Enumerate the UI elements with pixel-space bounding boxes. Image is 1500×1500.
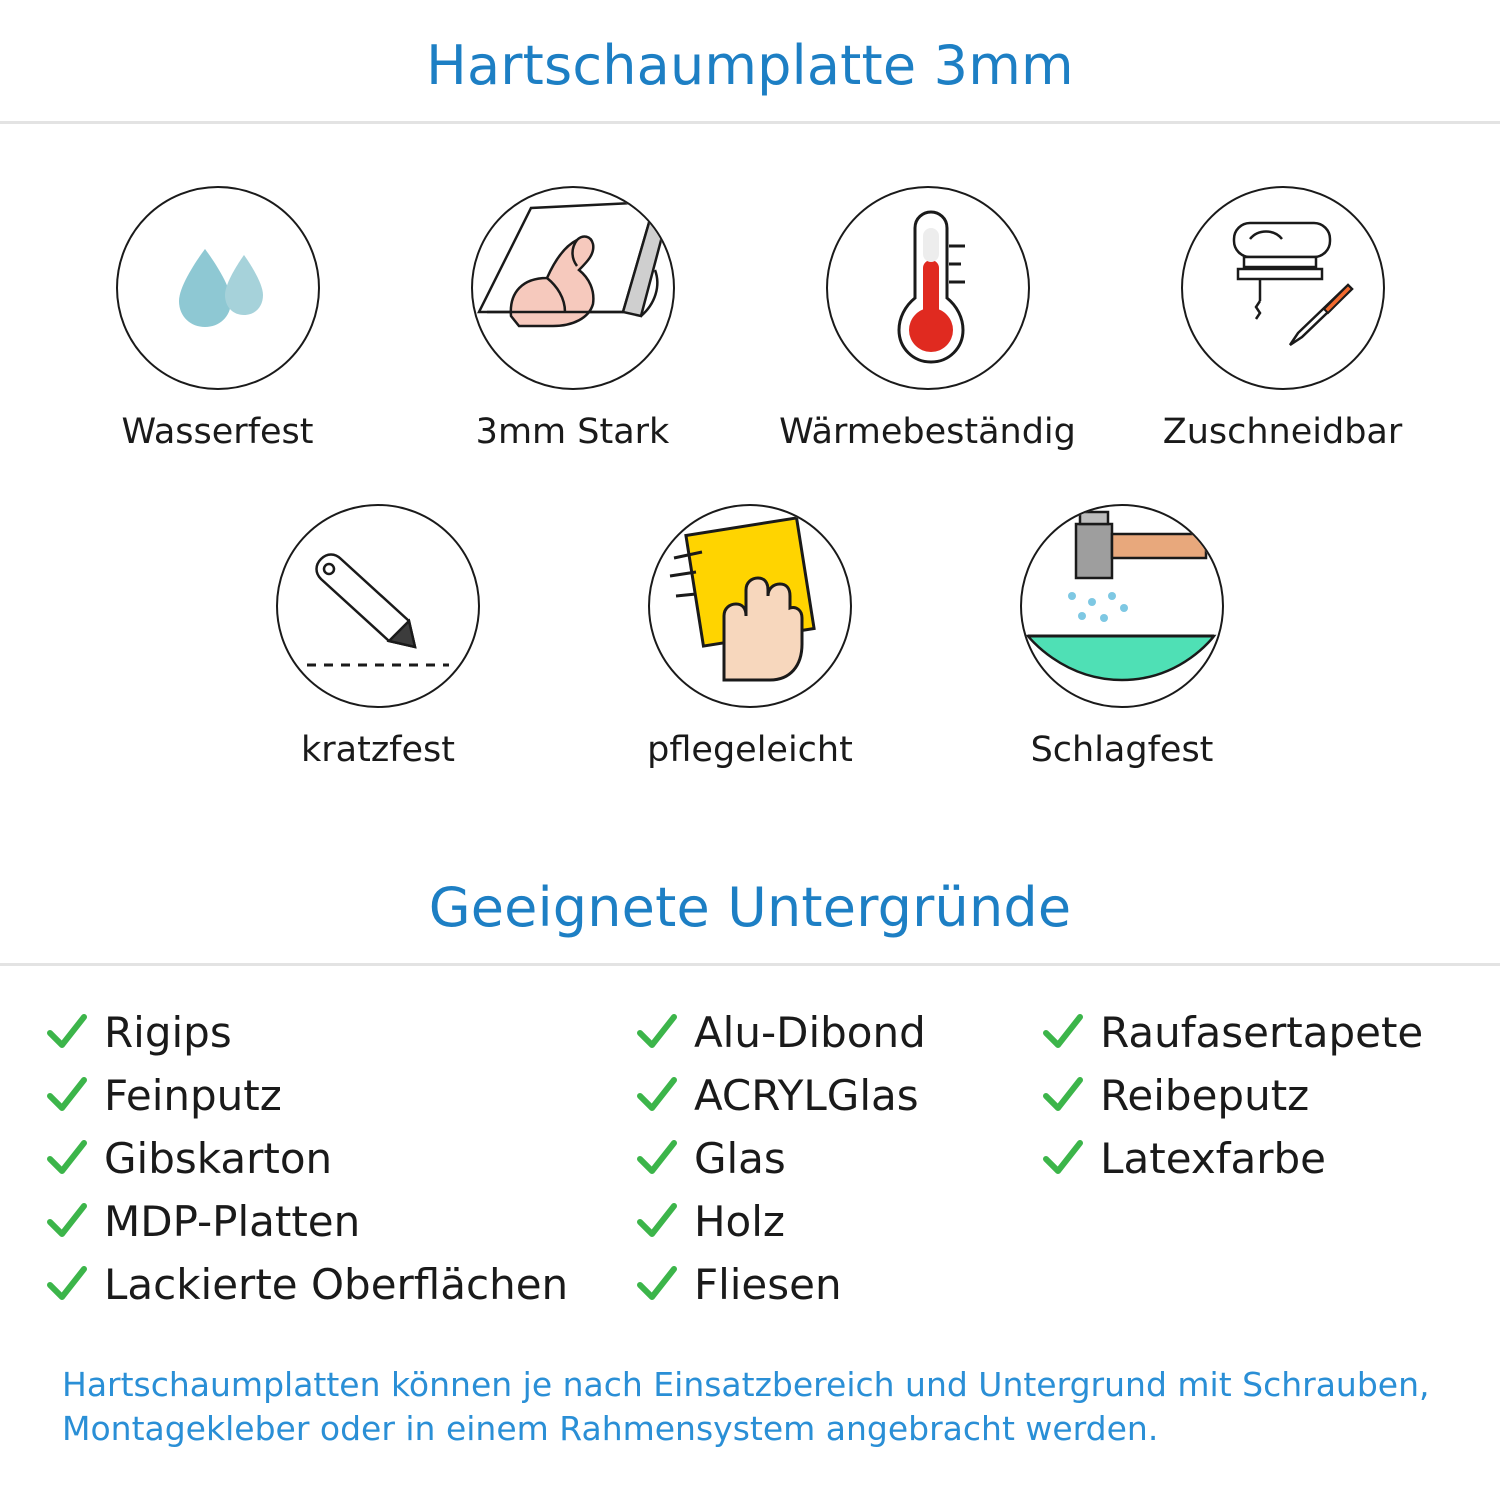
feature-icon-circle [1181,186,1385,390]
feature-row-1 [0,186,1500,452]
feature-pflegeleicht [564,504,936,770]
list-item [1040,1004,1456,1060]
list-item-label: Glas [693,1133,786,1183]
feature-label: Wasserfest [121,412,314,452]
feature-icon-circle [826,186,1030,390]
list-item-label: Holz [693,1196,785,1246]
feature-icon-circle [276,504,480,708]
feature-label: Schlagfest [1030,730,1214,770]
feature-label: Wärmebeständig [779,412,1076,452]
list-item [44,1256,634,1312]
check-icon [44,1198,90,1244]
list-item [634,1130,1040,1186]
water-drops-icon [143,211,293,365]
list-item-label: Gibskarton [104,1133,333,1183]
check-icon [1040,1072,1086,1118]
flexing-arm-icon [473,186,673,390]
list-item [44,1193,634,1249]
list-item [634,1067,1040,1123]
check-icon [1040,1009,1086,1055]
feature-kratzfest [192,504,564,770]
check-icon [44,1261,90,1307]
feature-label: Zuschneidbar [1162,412,1403,452]
feature-grid [0,124,1500,770]
feature-waermebestaendig [750,186,1105,452]
check-icon [634,1261,680,1307]
feature-icon-circle [1020,504,1224,708]
check-icon [44,1009,90,1055]
list-item-label: MDP-Platten [104,1196,361,1246]
check-icon [634,1072,680,1118]
section-title-untergruende: Geeignete Untergründe [428,876,1072,939]
check-icon [1040,1135,1086,1181]
feature-label: pflegeleicht [647,730,853,770]
list-item-label: Alu-Dibond [693,1007,926,1057]
feature-icon-circle [471,186,675,390]
list-item-label: Fliesen [693,1259,842,1309]
hammer-impact-icon [1022,504,1222,708]
feature-schlagfest [936,504,1308,770]
feature-label: kratzfest [300,730,455,770]
cleaning-cloth-hand-icon [650,504,850,708]
feature-row-2 [0,504,1500,770]
feature-icon-circle [116,186,320,390]
list-item-label: Feinputz [104,1070,282,1120]
list-item-label: Raufasertapete [1100,1007,1424,1057]
knife-scratch-icon [293,519,463,693]
feature-zuschneidbar [1105,186,1460,452]
feature-3mm-stark [395,186,750,452]
surface-column-1 [44,1004,634,1319]
list-item [634,1256,1040,1312]
feature-wasserfest [40,186,395,452]
list-item-label: Rigips [104,1007,232,1057]
thermometer-icon [853,206,1003,370]
list-item [634,1193,1040,1249]
surface-column-3 [1040,1004,1456,1319]
list-item-label: Lackierte Oberflächen [104,1259,569,1309]
check-icon [44,1135,90,1181]
check-icon [634,1135,680,1181]
feature-icon-circle [648,504,852,708]
suitable-surfaces-list [0,966,1500,1319]
list-item-label: Reibeputz [1100,1070,1310,1120]
footer-note: Hartschaumplatten können je nach Einsatzbereich und Untergrund mit Schrauben, Montagekleber oder in einem Rahmensystem angebracht werden. [62,1364,1430,1449]
feature-label: 3mm Stark [475,412,670,452]
list-item [1040,1130,1456,1186]
jigsaw-cutter-icon [1198,201,1368,375]
check-icon [44,1072,90,1118]
list-item [44,1130,634,1186]
list-item [44,1067,634,1123]
surface-column-2 [634,1004,1040,1319]
page-title: Hartschaumplatte 3mm [426,34,1074,97]
list-item-label: Latexfarbe [1100,1133,1326,1183]
list-item [1040,1067,1456,1123]
list-item-label: ACRYLGlas [693,1070,919,1120]
list-item [634,1004,1040,1060]
list-item [44,1004,634,1060]
check-icon [634,1009,680,1055]
check-icon [634,1198,680,1244]
